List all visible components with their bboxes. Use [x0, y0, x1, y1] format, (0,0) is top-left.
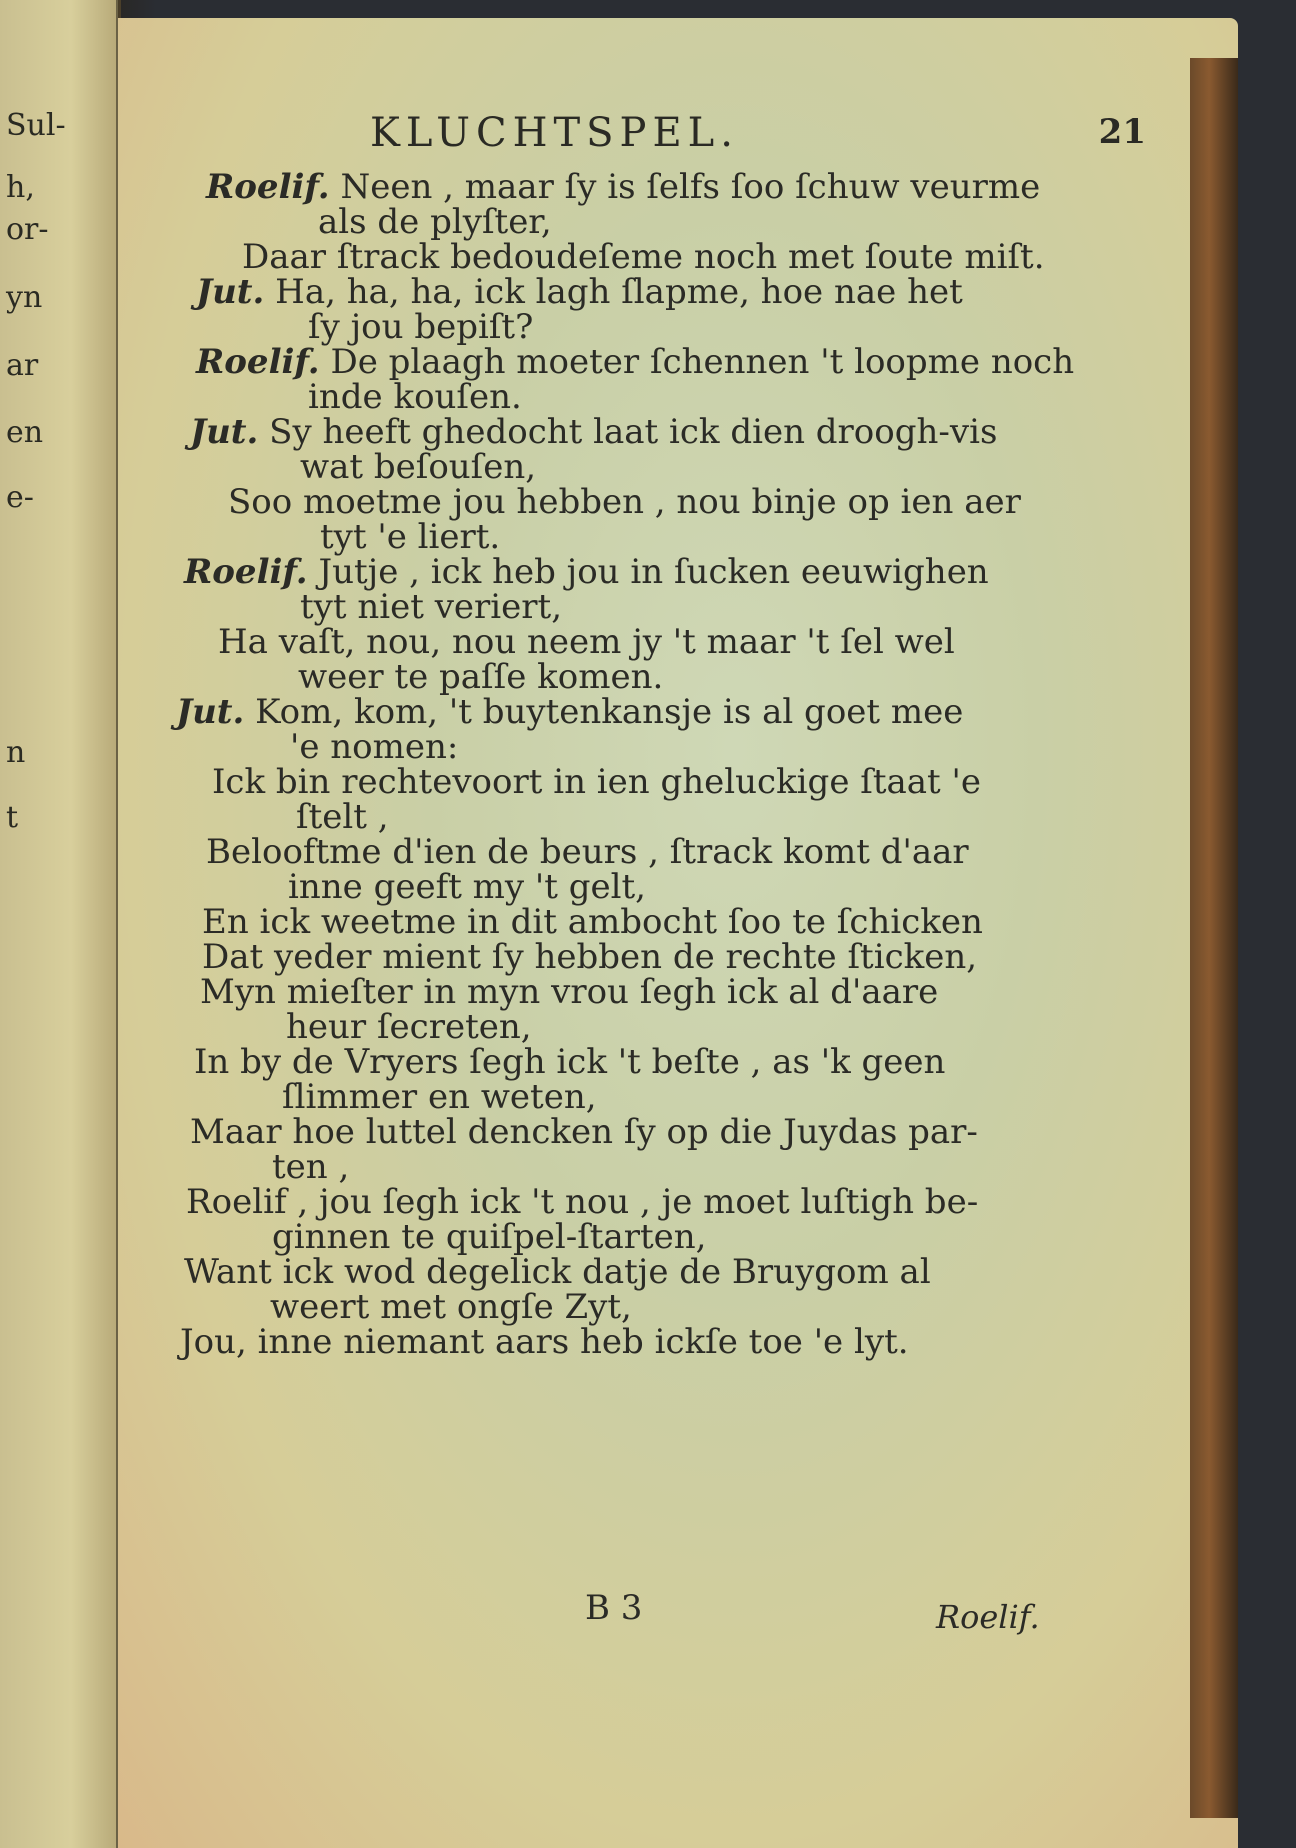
- line-text: Jutje , ick heb jou in ſucken eeuwighen: [318, 552, 989, 592]
- line-text: ſy jou bepiſt?: [308, 307, 534, 347]
- speaker-name: Jut.: [176, 692, 245, 732]
- line-text: Soo moetme jou hebben , nou binje op ien aer: [228, 482, 1021, 522]
- running-title: KLUCHTSPEL.: [370, 110, 739, 156]
- line-text: In by de Vryers ſegh ick 't beſte , as 'k geen: [194, 1042, 946, 1082]
- line-text: Daar ſtrack bedoudeſeme noch met ſoute miſt.: [242, 237, 1045, 277]
- left-page-fragment: ar: [6, 348, 39, 383]
- line-text: wat beſouſen,: [300, 447, 537, 487]
- line-text: Ha, ha, ha, ick lagh ſlapme, hoe nae het: [275, 272, 963, 312]
- line-text: heur ſecreten,: [286, 1007, 532, 1047]
- text-line: [320, 518, 500, 556]
- text-line: [282, 1078, 597, 1116]
- speaker-name: Jut.: [190, 412, 259, 452]
- text-line: [290, 728, 458, 766]
- line-text: Dat yeder mient ſy hebben de rechte ſticken,: [202, 937, 978, 977]
- line-text: Sy heeft ghedocht laat ick dien droogh-vis: [269, 412, 998, 452]
- text-line: [218, 623, 955, 661]
- line-text: ſtelt ,: [296, 797, 389, 837]
- line-text: Neen , maar ſy is ſelfs ſoo ſchuw veurme: [340, 167, 1041, 207]
- text-line: [286, 1008, 532, 1046]
- text-line: [186, 1183, 978, 1221]
- line-text: Want ick wod degelick datje de Bruygom al: [184, 1252, 931, 1292]
- text-line: [200, 973, 938, 1011]
- speaker-name: Jut.: [196, 272, 265, 312]
- text-line: [194, 1043, 945, 1081]
- text-line: [206, 168, 1040, 206]
- line-text: als de plyſter,: [318, 202, 552, 242]
- text-line: [184, 553, 989, 591]
- line-text: tyt 'e liert.: [320, 517, 501, 557]
- line-text: Myn mieſter in myn vrou ſegh ick al d'aare: [200, 972, 939, 1012]
- speaker-name: Roelif.: [206, 167, 330, 207]
- text-line: [206, 833, 969, 871]
- line-text: weert met ongſe Zyt,: [270, 1287, 632, 1327]
- text-line: [272, 1218, 706, 1256]
- text-line: [318, 203, 552, 241]
- line-text: tyt niet veriert,: [300, 587, 563, 627]
- line-text: De plaagh moeter ſchennen 't loopme noch: [330, 342, 1075, 382]
- line-text: inne geeft my 't gelt,: [288, 867, 646, 907]
- line-text: Maar hoe luttel dencken ſy op die Juydas par-: [190, 1112, 978, 1152]
- text-line: [308, 308, 533, 346]
- text-line: [300, 448, 536, 486]
- left-page-fragment: yn: [6, 280, 43, 315]
- left-page-fragment: en: [6, 415, 44, 450]
- left-page-fragment: e-: [6, 480, 34, 515]
- line-text: inde kouſen.: [308, 377, 522, 417]
- text-line: [202, 903, 983, 941]
- left-page-fragment: or-: [6, 212, 49, 247]
- line-text: Jou, inne niemant aars heb ickſe toe 'e lyt.: [180, 1322, 909, 1362]
- page-number: 21: [1098, 112, 1146, 152]
- speaker-name: Roelif.: [196, 342, 320, 382]
- text-line: [190, 413, 997, 451]
- catchword: Roelif.: [936, 1598, 1040, 1636]
- text-line: [300, 588, 562, 626]
- text-line: [270, 1288, 632, 1326]
- left-page-fragment: h,: [6, 170, 35, 205]
- text-line: [180, 1323, 909, 1361]
- left-page-fragment: Sul-: [6, 108, 66, 143]
- text-line: [308, 378, 522, 416]
- text-line: [272, 1148, 349, 1186]
- text-line: [196, 273, 963, 311]
- line-text: Ha vaſt, nou, nou neem jy 't maar 't ſel wel: [218, 622, 955, 662]
- line-text: weer te paſſe komen.: [298, 657, 664, 697]
- text-line: [242, 238, 1045, 276]
- line-text: ſlimmer en weten,: [282, 1077, 597, 1117]
- text-line: [196, 343, 1074, 381]
- text-line: [202, 938, 977, 976]
- line-text: ginnen te quiſpel-ſtarten,: [272, 1217, 707, 1257]
- line-text: Kom, kom, 't buytenkansje is al goet mee: [255, 692, 964, 732]
- text-line: [298, 658, 663, 696]
- line-text: Belooftme d'ien de beurs , ſtrack komt d'aar: [206, 832, 969, 872]
- text-line: [176, 693, 963, 731]
- text-line: [288, 868, 646, 906]
- line-text: Ick bin rechtevoort in ien gheluckige ſtaat 'e: [212, 762, 981, 802]
- line-text: 'e nomen:: [290, 727, 459, 767]
- speaker-name: Roelif.: [184, 552, 308, 592]
- text-line: [190, 1113, 978, 1151]
- text-line: [228, 483, 1021, 521]
- text-line: [212, 763, 981, 801]
- text-line: [184, 1253, 931, 1291]
- line-text: ten ,: [272, 1147, 350, 1187]
- left-page-fragment: t: [6, 800, 19, 835]
- left-page-fragment: n: [6, 735, 26, 770]
- line-text: Roelif , jou ſegh ick 't nou , je moet luſtigh be-: [186, 1182, 979, 1222]
- text-line: [296, 798, 389, 836]
- line-text: En ick weetme in dit ambocht ſoo te ſchicken: [202, 902, 983, 942]
- signature-mark: B 3: [585, 1588, 643, 1628]
